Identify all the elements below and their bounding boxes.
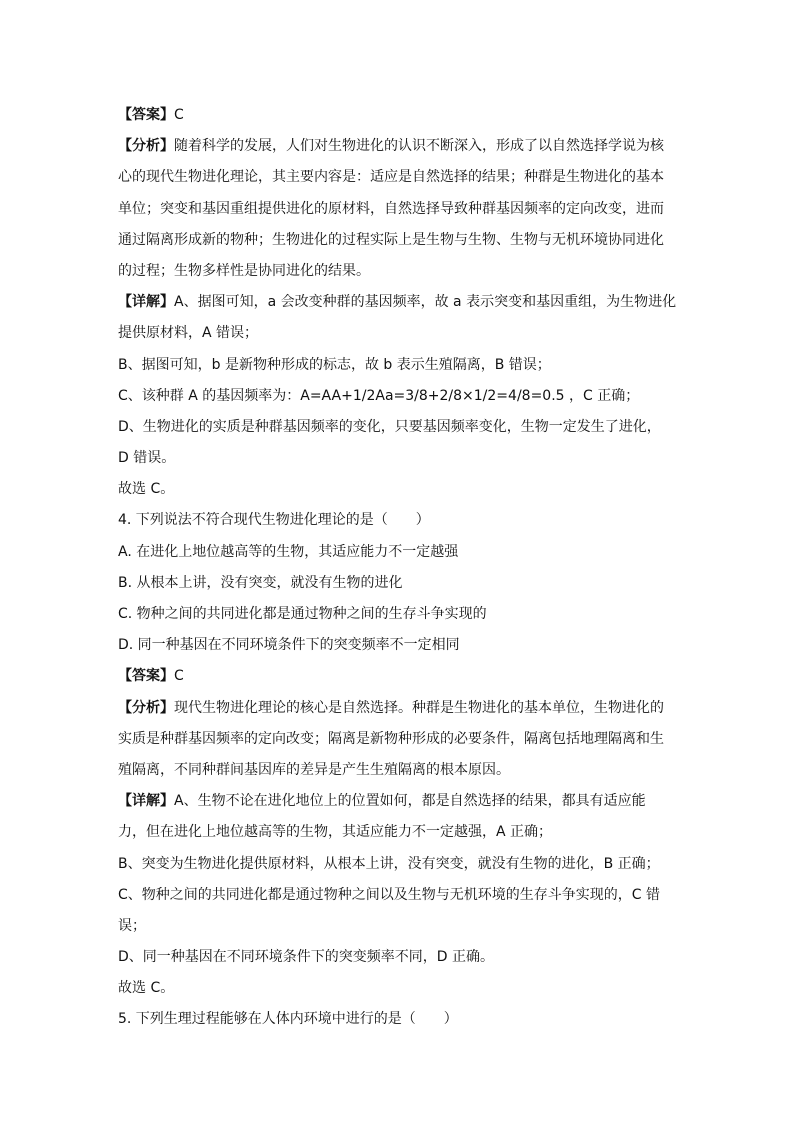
text-line (118, 568, 678, 599)
line-text: B. 从根本上讲，没有突变，就没有生物的进化 (118, 574, 403, 591)
text-line (118, 880, 678, 911)
line-text: B、据图可知，b 是新物种形成的标志，故 b 表示生殖隔离，B 错误； (118, 356, 551, 373)
line-text: A. 在进化上地位越高等的生物，其适应能力不一定越强 (118, 543, 459, 560)
line-text: A、据图可知，a 会改变种群的基因频率，故 a 表示突变和基因重组，为生物进化 (174, 294, 677, 311)
section-tag: 【详解】 (118, 793, 174, 810)
line-text: 提供原材料，A 错误； (118, 325, 259, 342)
line-text: 通过隔离形成新的物种；生物进化的过程实际上是生物与生物、生物与无机环境协同进化 (118, 231, 664, 248)
line-text: C. 物种之间的共同进化都是通过物种之间的生存斗争实现的 (118, 606, 487, 622)
line-text: D. 同一种基因在不同环境条件下的突变频率不一定相同 (118, 637, 460, 654)
line-text: D 错误。 (118, 450, 176, 467)
text-line (118, 599, 678, 630)
line-text: 故选 C。 (118, 980, 175, 997)
section-line (118, 786, 678, 817)
text-line (118, 724, 678, 755)
text-line (118, 318, 678, 349)
text-line (118, 474, 678, 505)
section-tag: 【详解】 (118, 294, 174, 311)
line-text: 单位；突变和基因重组提供进化的原材料，自然选择导致种群基因频率的定向改变，进而 (118, 200, 664, 217)
section-line (118, 693, 678, 724)
section-tag: 【分析】 (118, 138, 174, 155)
text-line (118, 505, 678, 536)
text-line (118, 225, 678, 256)
text-line (118, 162, 678, 193)
section-tag: 【答案】 (118, 668, 174, 685)
line-text: A、生物不论在进化地位上的位置如何，都是自然选择的结果，都具有适应能 (174, 793, 646, 810)
line-text: 的过程；生物多样性是协同进化的结果。 (118, 262, 370, 279)
text-line (118, 849, 678, 880)
text-line (118, 256, 678, 287)
text-line (118, 942, 678, 973)
line-text: D、生物进化的实质是种群基因频率的变化，只要基因频率变化，生物一定发生了进化， (118, 418, 661, 435)
line-text: 现代生物进化理论的核心是自然选择。种群是生物进化的基本单位，生物进化的 (174, 699, 664, 716)
line-text: 故选 C。 (118, 481, 175, 498)
line-text: B、突变为生物进化提供原材料，从根本上讲，没有突变，就没有生物的进化，B 正确； (118, 855, 660, 872)
section-line (118, 131, 678, 162)
line-text: 误； (118, 917, 146, 934)
line-text: C、该种群 A 的基因频率为：A=AA+1/2Aa=3/8+2/8×1/2=4/8=0.5 ，C 正确； (118, 387, 640, 404)
line-text: 随着科学的发展，人们对生物进化的认识不断深入，形成了以自然选择学说为核 (174, 138, 664, 155)
document-page (118, 100, 678, 1036)
section-tag: 【答案】 (118, 107, 174, 123)
line-text: C (174, 668, 184, 685)
text-line (118, 194, 678, 225)
text-line (118, 911, 678, 942)
text-line (118, 381, 678, 412)
section-line (118, 100, 678, 131)
line-text: 4. 下列说法不符合现代生物进化理论的是（ ） (118, 512, 430, 529)
line-text: 殖隔离，不同种群间基因库的差异是产生生殖隔离的根本原因。 (118, 761, 510, 778)
line-text: 5. 下列生理过程能够在人体内环境中进行的是（ ） (118, 1011, 458, 1028)
text-line (118, 1004, 678, 1035)
text-line (118, 973, 678, 1004)
text-line (118, 630, 678, 661)
section-line (118, 661, 678, 692)
text-line (118, 350, 678, 381)
section-tag: 【分析】 (118, 699, 174, 716)
text-line (118, 817, 678, 848)
line-text: C、物种之间的共同进化都是通过物种之间以及生物与无机环境的生存斗争实现的，C 错 (118, 886, 660, 903)
text-line (118, 755, 678, 786)
line-text: D、同一种基因在不同环境条件下的突变频率不同，D 正确。 (118, 949, 495, 966)
line-text: 实质是种群基因频率的定向改变；隔离是新物种形成的必要条件，隔离包括地理隔离和生 (118, 730, 664, 747)
text-line (118, 412, 678, 443)
line-text: 力，但在进化上地位越高等的生物，其适应能力不一定越强，A 正确； (118, 824, 553, 841)
text-line (118, 443, 678, 474)
line-text: C (174, 107, 184, 123)
section-line (118, 287, 678, 318)
text-line (118, 537, 678, 568)
line-text: 心的现代生物进化理论，其主要内容是：适应是自然选择的结果；种群是生物进化的基本 (118, 169, 664, 186)
